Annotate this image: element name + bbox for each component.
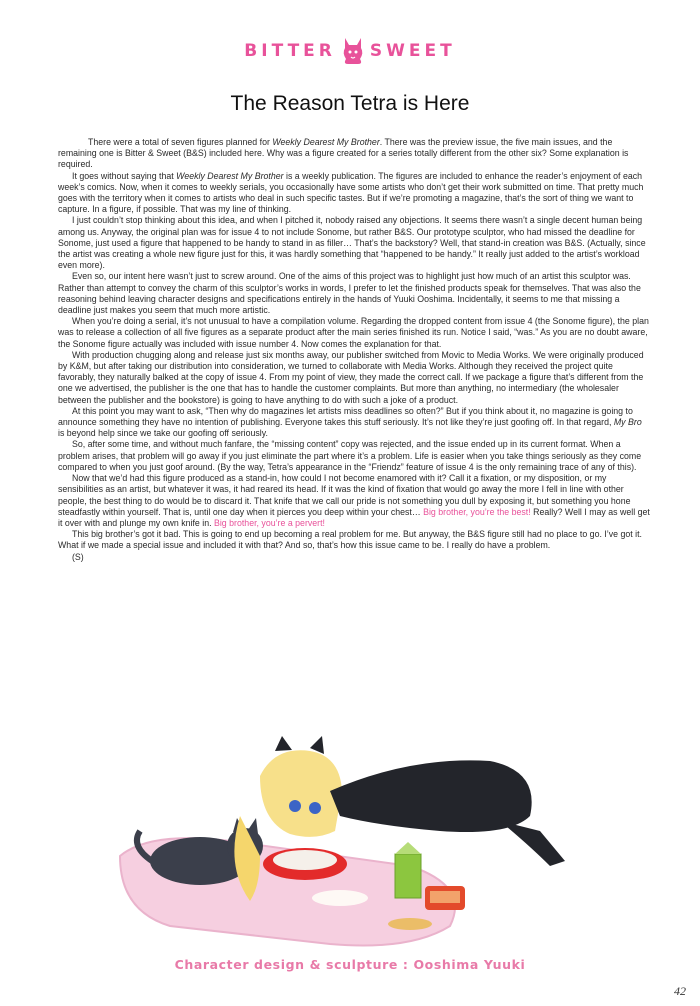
paragraph-9: Now that we’d had this figure produced as a stand-in, how could I not become enamored with it? Call it a fixation, or my disposition, or my sensibilities as an artist, but whatever it was, it had reared its head. If it was the kind of fixation that would go away the more I fell in line with other people, the best thing to do would be to discard it. That knife that we call our pride is not something you dull by exposing it, but something you hone steadfastly within yourself. That is, until one day when it pierces you deep within your chest… Big brother, you’re the best! Really? Well I may as well get it over with and plunge my own knife in. Big brother, you’re a pervert! xyxy=(58,473,650,528)
signature: (S) xyxy=(72,551,84,562)
paragraph-3: I just couldn’t stop thinking about this idea, and when I pitched it, nobody raised any objections. It seems there wasn’t a single decent human being among us. Anyway, the original plan was for issue 4 to not include Sonome, but rather B&S. Our prototype sculptor, who had missed the deadline for Sonome, just used a figure that happened to be handy to stand in as filler… That’s the backstory? Well, that stand-in creation was B&S. (Actually, since the artist was creating a whole new figure just for this, it was hardly something that “happened to be handy.” It really just added to the artist’s workload even more). xyxy=(58,215,646,271)
pink-quote-1: Big brother, you’re the best! xyxy=(423,506,531,517)
paragraph-2: It goes without saying that Weekly Dearest My Brother is a weekly publication. The figures are included to enhance the reader’s enjoyment of each week’s comics. Now, when it comes to weekly serials, you occasionally have some artists who don’t get their work submitted on time. That pretty much goes with the territory when it comes to artists who deal in such specific tastes. But if we’re promoting a magazine, that’s the sort of thing we want to capture. In a figure, if possible. That was my line of thinking. xyxy=(58,170,644,215)
paragraph-7: At this point you may want to ask, “Then why do magazines let artists miss deadlines so often?” But if you think about it, no magazine is going to announce something they have no intention of publishing. Everyone takes this stuff seriously. It’s not like they’re just goofing off. In that regard, My Bro is beyond help since we take our goofing off seriously. xyxy=(58,405,642,439)
article-body xyxy=(58,137,650,563)
cat-bunny-logo-icon xyxy=(340,36,366,66)
paragraph-4: Even so, our intent here wasn’t just to screw around. One of the aims of this project was to highlight just how much of an artist this sculptor was. Rather than attempt to convey the charm of this sculptor’s works in words, I prefer to let the finished products speak for themselves. That was also the reasoning behind leaving character designs and specifications entirely in the hands of Yuuki Ooshima. Incidentally, it seems to me that missing a deadline just makes you seem that much more artistic. xyxy=(58,271,641,316)
figure-caption: Character design & sculpture : Ooshima Yuuki xyxy=(174,957,526,972)
paragraph-10: This big brother’s got it bad. This is going to end up becoming a real problem for me. But anyway, the B&S figure still had no place to go. I’ve got it. What if we made a special issue and included it with that? And so, that’s how this issue came to be. I really do have a problem. xyxy=(58,529,642,551)
paragraph-8: So, after some time, and without much fanfare, the “missing content” copy was rejected, and the issue ended up in its current format. When a problem arises, that problem will go away if you just eliminate the part where it’s a problem. Life is easier when you take things seriously as they come compared to when you just goof around. (By the way, Tetra’s appearance in the “Friendz” feature of issue 4 is the only remaining trace of any of this). xyxy=(58,439,642,472)
page-title: The Reason Tetra is Here xyxy=(230,92,470,115)
page-number: 42 xyxy=(674,984,686,998)
paragraph-5: When you’re doing a serial, it’s not unusual to have a compilation volume. Regarding the dropped content from issue 4 (the Sonome figure), the plan was to release a collection of all five figures as a separate product after the main series finished its run. Notice I said, “was.” As you are no doubt aware, the Sonome figure actually was included with issue number 4. Now comes the explanation for that. xyxy=(58,316,649,349)
brand-logo xyxy=(0,36,700,66)
brand-left: BITTER xyxy=(244,41,336,61)
figure-photo xyxy=(110,736,590,956)
brand-right: SWEET xyxy=(369,41,456,61)
pink-quote-2: Big brother, you’re a pervert! xyxy=(213,517,325,528)
paragraph-6: With production chugging along and release just six months away, our publisher switched from Movic to Media Works. We were originally produced by K&M, but after taking our distribution into consideration, we turned to collaborate with Media Works. Although they received the project quite favorably, they naturally balked at the copy of issue 4. From my point of view, they made the correct call. If we package a figure that’s different from the one we advertised, the publisher is the one that has to handle the customer complaints. But more than anything, no intermediary (the wholesaler between the publisher and the bookstore) is going to have anything to do with such a joke of a product. xyxy=(58,349,644,405)
paragraph-1: There were a total of seven figures planned for Weekly Dearest My Brother. There was the preview issue, the five main issues, and the remaining one is Bitter & Sweet (B&S) included here. Why was a figure created for a series totally different from the other six? Some explanation is required. xyxy=(58,137,629,170)
